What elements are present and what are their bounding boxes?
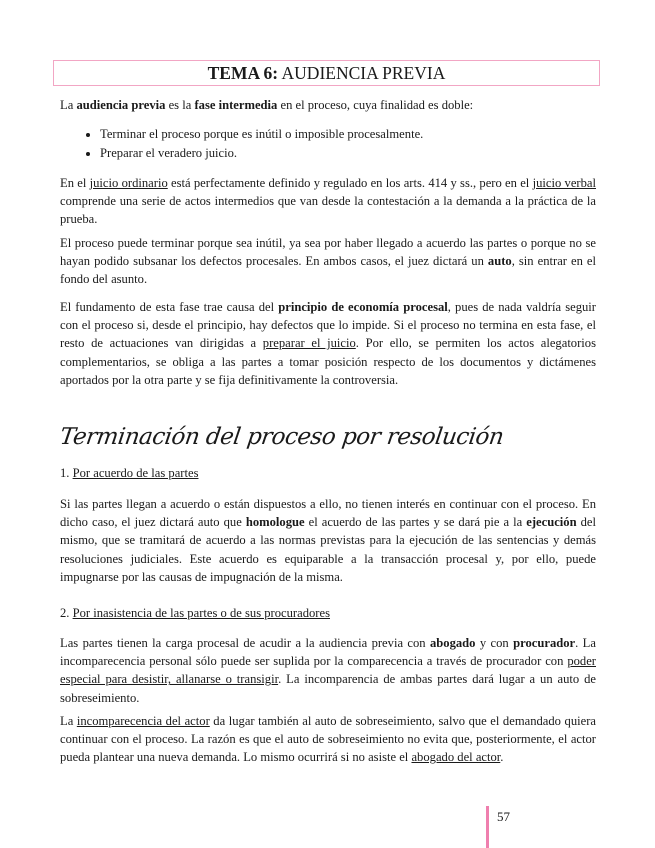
paragraph-p-carga <box>60 634 596 707</box>
paragraph-bullets <box>60 125 596 163</box>
underlined-text: preparar el juicio <box>262 336 356 351</box>
text: La <box>60 714 77 728</box>
text: y con <box>475 636 514 650</box>
text: . Por ello, se permiten los actos alegatorios complementarios, se obliga a las partes a tomar posición respecto de los documentos y dictámenes aportados por la otra parte y se fija definitivamente la controversia. <box>60 336 596 387</box>
underlined-text: Por acuerdo de las partes <box>72 466 199 480</box>
underlined-text: incomparecencia del actor <box>76 714 210 728</box>
bold-text: audiencia previa <box>76 98 166 112</box>
text: El fundamento de esta fase trae causa del <box>60 300 279 314</box>
underlined-text: abogado del actor <box>411 750 501 765</box>
text: , pues de nada valdría seguir con el proceso si, desde el principio, hay defectos que lo impide. Si el proceso no termina en esta fase, el resto de actuaciones van dirigidas a <box>60 300 596 351</box>
text: La <box>60 98 77 112</box>
text: Si las partes llegan a acuerdo o están dispuestos a ello, no tienen interés en continuar con el proceso. En dicho caso, el juez dictará auto que <box>60 497 596 530</box>
text: 2. <box>60 606 73 620</box>
text: el acuerdo de las partes y se dará pie a la <box>304 515 527 530</box>
underlined-text: juicio verbal <box>532 176 596 190</box>
bold-text: ejecución <box>526 515 577 530</box>
paragraph-intro <box>60 96 596 114</box>
list-item: • Preparar el veradero juicio. <box>100 144 596 163</box>
text: está perfectamente definido y regulado en los arts. 414 y ss., pero en el <box>167 176 533 190</box>
text: En el <box>60 176 90 190</box>
text: . La incomparecencia personal sólo puede ser suplida por la comparecencia a través de procurador con <box>60 636 596 669</box>
bold-text: homologue <box>245 515 305 530</box>
text: comprende una serie de actos intermedios que van desde la contestación a la demanda a la práctica de la prueba. <box>60 194 596 227</box>
text: , sin entrar en el fondo del asunto. <box>60 254 597 287</box>
text: . La incomparencia de ambas partes dará lugar a un auto de sobreseimiento. <box>60 672 597 705</box>
section-heading: Terminación del proceso por resolución <box>58 424 506 450</box>
bullet-list <box>60 125 596 163</box>
paragraph-p-terminar <box>60 234 596 289</box>
underlined-text: Por inasistencia de las partes o de sus procuradores <box>72 606 330 620</box>
list-item: • Terminar el proceso porque es inútil o imposible procesalmente. <box>100 125 596 144</box>
bold-text: abogado <box>429 636 476 650</box>
underlined-text: juicio ordinario <box>89 176 168 190</box>
text: . <box>500 750 504 765</box>
text: en el proceso, cuya finalidad es doble: <box>277 98 474 112</box>
underlined-text: poder especial para desistir, allanarse o transigir <box>60 654 596 687</box>
bold-text: procurador <box>513 636 576 650</box>
bold-text: auto <box>487 254 512 269</box>
page-title <box>53 60 600 86</box>
text: da lugar también al auto de sobreseimiento, salvo que el demandado quiera continuar con el proceso. La razón es que el auto de sobreseimiento no evita que, posteriormente, el actor pueda plantear una nueva demanda. Lo mismo ocurrirá si no asiste el <box>60 714 596 765</box>
text: Las partes tienen la carga procesal de acudir a la audiencia previa con <box>60 636 430 650</box>
paragraph-h-1 <box>60 464 596 482</box>
paragraph-p-acuerdo <box>60 495 596 586</box>
paragraph-p-fundamento <box>60 298 596 389</box>
text: es la <box>165 98 195 112</box>
bold-text: principio de economía procesal <box>278 300 448 314</box>
bold-text: fase intermedia <box>194 98 278 112</box>
paragraph-p-juicio <box>60 174 596 229</box>
paragraph-h-2 <box>60 604 596 622</box>
text: 1. <box>60 466 73 480</box>
page-number: 57 <box>486 806 510 848</box>
text: del mismo, que se tramitará de acuerdo a las normas previstas para la ejecución de las sentencias y demás resoluciones judiciales. Este acuerdo es equiparable a la transacción procesal y, por ello, puede impugnarse por las causas de impugnación de la misma. <box>60 515 596 584</box>
title-bold: TEMA 6: <box>207 63 279 83</box>
text: El proceso puede terminar porque sea inútil, ya sea por haber llegado a acuerdo las partes o porque no se hayan podido subsanar los defectos procesales. En ambos casos, el juez dictará un <box>60 236 596 269</box>
paragraph-p-actor <box>60 712 596 767</box>
title-rest: AUDIENCIA PREVIA <box>278 63 446 83</box>
